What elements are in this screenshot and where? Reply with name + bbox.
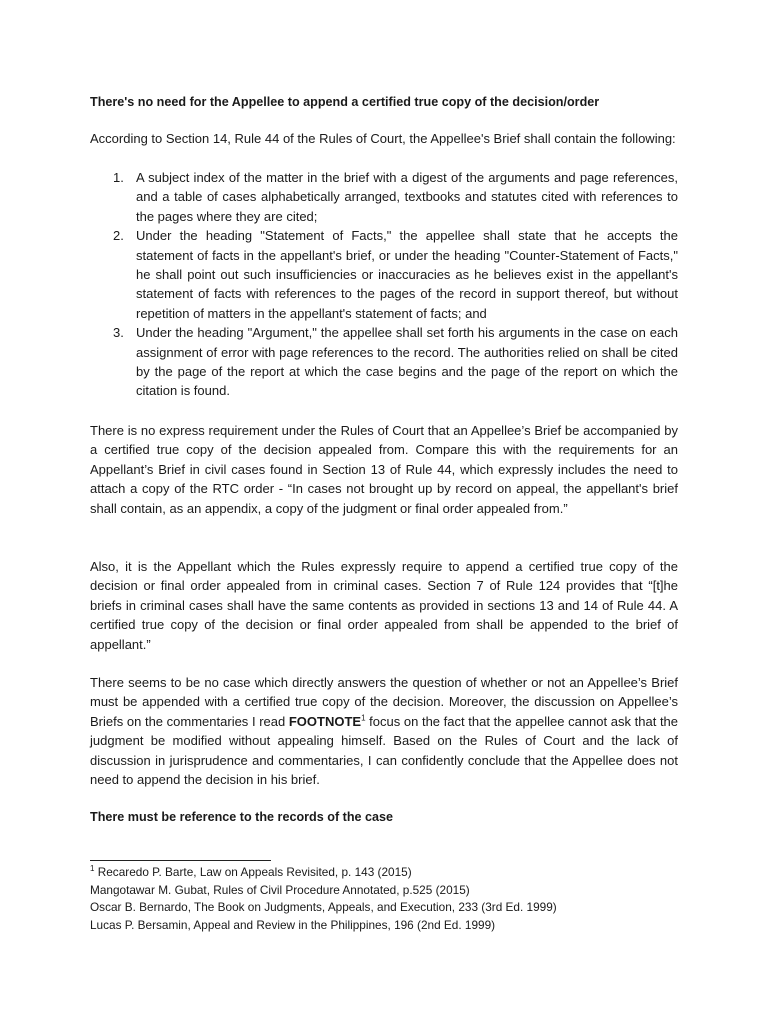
section-heading-certified-copy: There's no need for the Appellee to append a certified true copy of the decision/order (90, 95, 600, 109)
footnotes (90, 864, 678, 934)
list-item-number: 1. (113, 170, 124, 185)
footnote-line: $^1$ Recaredo P. Barte, Law on Appeals Revisited, p. 143 (2015) (90, 864, 412, 879)
intro-paragraph: According to Section 14, Rule 44 of the Rules of Court, the Appellee's Brief shall contain the following: (90, 131, 676, 146)
footnote-line: Oscar B. Bernardo, The Book on Judgments, Appeals, and Execution, 233 (3rd Ed. 1999) (90, 900, 557, 914)
footnote-line: Mangotawar M. Gubat, Rules of Civil Procedure Annotated, p.525 (2015) (90, 882, 470, 897)
list-item-text: Under the heading "Argument," the appellee shall set forth his arguments in the case on each assignment of error with page references to the record. The authorities relied on shall be cited by the page of the report at which the case begins and the page of the report on which the citation is found. (136, 325, 678, 399)
paragraph-no-express-requirement: There is no express requirement under the Rules of Court that an Appellee’s Brief be accompanied by a certified true copy of the decision appealed from. Compare this with the requirements for an Appellant’s Brief in civil cases found in Section 13 of Rule 44, which expressly includes the need to attach a copy of the RTC order - “In cases not brought up by record on appeal, the appellant's brief shall contain, as an appendix, a copy of the judgment or final order appealed from.” (90, 423, 678, 516)
list-item (90, 323, 678, 401)
list-item-number: 3. (113, 325, 124, 341)
paragraph-conclusion-start: There seems to be no case which directly answers the question of whether or not an Appellee’s Brief must be appended with a certified true copy of the decision. Moreover, the discussion on Appellee’s Briefs on the commentaries I read (90, 675, 678, 729)
brief-contents-list (90, 168, 678, 401)
footnote-marker[interactable]: 1 (361, 713, 366, 723)
footnote-number: 1 (90, 864, 95, 874)
list-item (90, 226, 678, 323)
list-item-text: Under the heading "Statement of Facts," the appellee shall state that he accepts the statement of facts in the appellant's brief, or under the heading "Counter-Statement of Facts," he shall point out such insufficiencies or inaccuracies as he believes exist in the appellant's statement of facts with references to the pages of the record in support thereof, but without repetition of matters in the appellant's statement of facts; and (136, 228, 678, 321)
list-item (90, 168, 678, 226)
list-item-number: 2. (113, 228, 124, 244)
footnote-line: Lucas P. Bersamin, Appeal and Review in the Philippines, 196 (2nd Ed. 1999) (90, 917, 496, 932)
list-item-text: A subject index of the matter in the brief with a digest of the arguments and page references, and a table of cases alphabetically arranged, textbooks and statutes cited with references to the pages where they are cited; (136, 170, 678, 224)
paragraph-conclusion (90, 673, 678, 789)
footnote-reference[interactable]: FOOTNOTE (288, 713, 362, 729)
paragraph-conclusion-end: focus on the fact that the appellee cannot ask that the judgment be modified without appealing himself. Based on the Rules of Court and the lack of discussion in jurisprudence and commentaries, I can confidently conclude that the Appellee does not need to append the decision in his brief. (90, 713, 679, 788)
section-heading-records: There must be reference to the records of the case (90, 810, 394, 824)
paragraph-criminal-cases: Also, it is the Appellant which the Rules expressly require to append a certified true copy of the decision or final order appealed from in criminal cases. Section 7 of Rule 124 provides that “[t]he briefs in criminal cases shall have the same contents as provided in sections 13 and 14 of Rule 44. A certified true copy of the decision or final order appealed from shall be appended to the brief of appellant.” (90, 559, 678, 652)
footnote-divider (90, 860, 271, 861)
